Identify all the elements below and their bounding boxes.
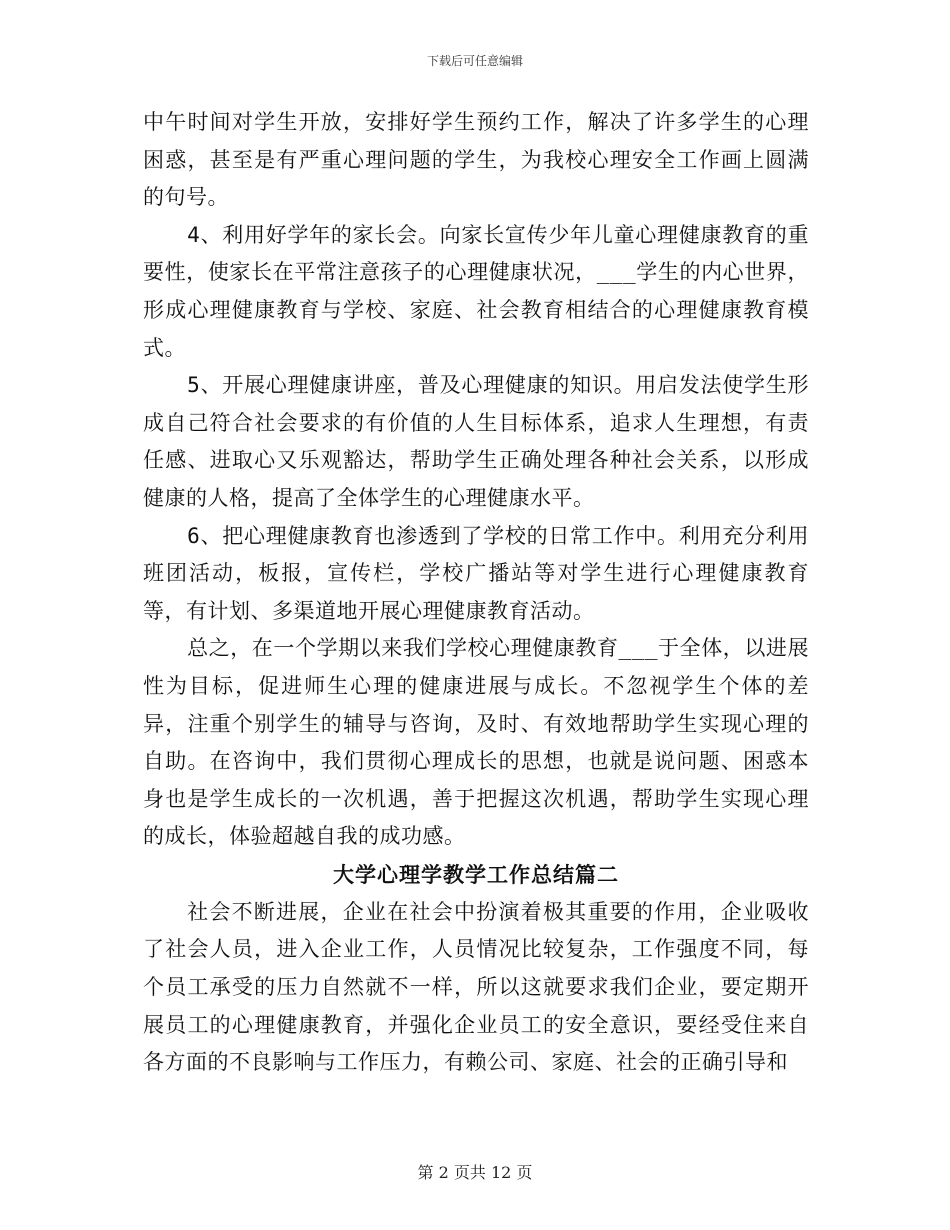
paragraph-item-6: 6、把心理健康教育也渗透到了学校的日常工作中。利用充分利用班团活动，板报，宣传栏，学校广播站等对学生进行心理健康教育等，有计划、多渠道地开展心理健康教育活动。 — [143, 523, 809, 623]
paragraph-item-5: 5、开展心理健康讲座，普及心理健康的知识。用启发法使学生形成自己符合社会要求的有价值的人生目标体系，追求人生理想，有责任感、进取心又乐观豁达，帮助学生正确处理各种社会关系，以形成健康的人格，提高了全体学生的心理健康水平。 — [143, 373, 809, 510]
section-heading: 大学心理学教学工作总结篇二 — [333, 862, 619, 887]
paragraph-item-4: 4、利用好学年的家长会。向家长宣传少年儿童心理健康教育的重要性，使家长在平常注意孩子的心理健康状况，___学生的内心世界，形成心理健康教育与学校、家庭、社会教育相结合的心理健康教育模式。 — [143, 222, 809, 360]
page-header: 下载后可任意编辑 — [426, 54, 523, 68]
page-number: 第 2 页共 12 页 — [417, 1163, 533, 1182]
paragraph-section-2: 社会不断进展，企业在社会中扮演着极其重要的作用，企业吸收了社会人员，进入企业工作，人员情况比较复杂，工作强度不同，每个员工承受的压力自然就不一样，所以这就要求我们企业，要定期开展员工的心理健康教育，并强化企业员工的安全意识，要经受住来自各方面的不良影响与工作压力，有赖公司、家庭、社会的正确引导和 — [143, 899, 809, 1075]
paragraph-summary: 总之，在一个学期以来我们学校心理健康教育___于全体，以进展性为目标，促进师生心理的健康进展与成长。不忽视学生个体的差异，注重个别学生的辅导与咨询，及时、有效地帮助学生实现心理的自助。在咨询中，我们贯彻心理成长的思想，也就是说问题、困惑本身也是学生成长的一次机遇，善于把握这次机遇，帮助学生实现心理的成长，体验超越自我的成功感。 — [143, 636, 809, 849]
document-body — [143, 104, 809, 1082]
paragraph-continuation: 中午时间对学生开放，安排好学生预约工作，解决了许多学生的心理困惑，甚至是有严重心理问题的学生，为我校心理安全工作画上圆满的句号。 — [143, 110, 809, 210]
